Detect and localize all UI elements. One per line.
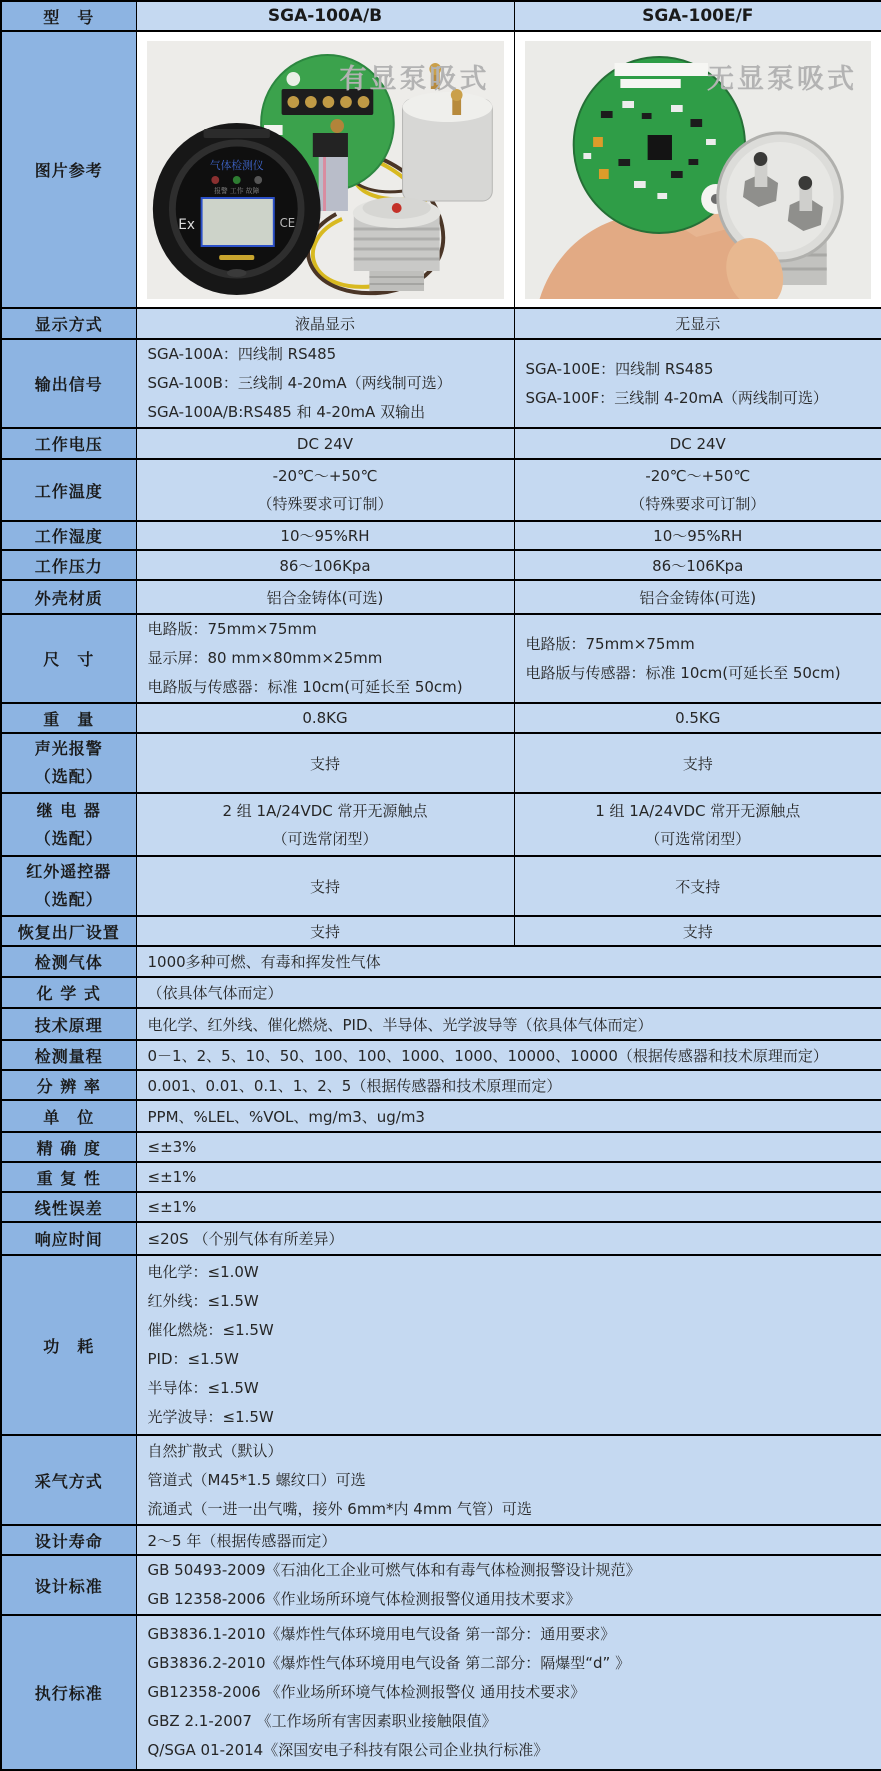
factory-reset-label: 恢复出厂设置 xyxy=(1,916,136,946)
lifetime-value: 2～5 年（根据传感器而定） xyxy=(136,1525,881,1555)
resolution-label: 分 辨 率 xyxy=(1,1070,136,1100)
size-a: 电路版：75mm×75mm 显示屏：80 mm×80mm×25mm 电路版与传感器：标准 10cm(可延长至 50cm) xyxy=(136,614,514,703)
factory-reset-a: 支持 xyxy=(136,916,514,946)
unit-label: 单 位 xyxy=(1,1100,136,1132)
header-row xyxy=(1,1,881,31)
range-value: 0－1、2、5、10、50、100、100、1000、1000、10000、10000（根据传感器和技术原理而定） xyxy=(136,1040,881,1070)
photo-cell-left xyxy=(136,31,514,308)
temperature-b: -20℃～+50℃ （特殊要求可订制） xyxy=(514,459,881,521)
factory-reset-b: 支持 xyxy=(514,916,881,946)
watermark-right: 无显泵吸式 xyxy=(707,63,857,95)
row-temperature xyxy=(1,459,881,521)
row-exec-standard xyxy=(1,1615,881,1770)
exec-standard-value: GB3836.1-2010《爆炸性气体环境用电气设备 第一部分：通用要求》 GB3836.2-2010《爆炸性气体环境用电气设备 第二部分：隔爆型“d” 》 GB12358-2006 《作业场所环境气体检测报警仪 通用技术要求》 GBZ 2.1-2007 《工作场所有害因素职业接触限值》 Q/SGA 01-2014《深国安电子科技有限公司企业执行标准》 xyxy=(136,1615,881,1770)
shell-a: 铝合金铸体(可选) xyxy=(136,580,514,614)
row-lifetime xyxy=(1,1525,881,1555)
row-humidity xyxy=(1,521,881,550)
humidity-b: 10～95%RH xyxy=(514,521,881,550)
row-remote xyxy=(1,856,881,916)
voltage-b: DC 24V xyxy=(514,428,881,459)
relay-b: 1 组 1A/24VDC 常开无源触点 （可选常闭型） xyxy=(514,793,881,856)
row-display-mode xyxy=(1,308,881,339)
formula-label: 化 学 式 xyxy=(1,977,136,1008)
power-label: 功 耗 xyxy=(1,1255,136,1435)
range-label: 检测量程 xyxy=(1,1040,136,1070)
row-alarm xyxy=(1,733,881,793)
response-time-value: ≤20S （个别气体有所差异） xyxy=(136,1222,881,1255)
pressure-label: 工作压力 xyxy=(1,550,136,580)
linearity-label: 线性误差 xyxy=(1,1192,136,1222)
row-principle xyxy=(1,1008,881,1040)
row-gases xyxy=(1,946,881,977)
temperature-a: -20℃～+50℃ （特殊要求可订制） xyxy=(136,459,514,521)
unit-value: PPM、%LEL、%VOL、mg/m3、ug/m3 xyxy=(136,1100,881,1132)
size-label: 尺 寸 xyxy=(1,614,136,703)
row-linearity xyxy=(1,1192,881,1222)
remote-a: 支持 xyxy=(136,856,514,916)
watermark-left: 有显泵吸式 xyxy=(339,63,490,95)
principle-value: 电化学、红外线、催化燃烧、PID、半导体、光学波导等（依具体气体而定） xyxy=(136,1008,881,1040)
row-power xyxy=(1,1255,881,1435)
repeatability-label: 重 复 性 xyxy=(1,1162,136,1192)
photo-row xyxy=(1,31,881,308)
alarm-a: 支持 xyxy=(136,733,514,793)
gauge-title-text: 气体检测仪 xyxy=(209,158,264,172)
gauge-ce-mark: CE xyxy=(279,215,295,230)
display-mode-label: 显示方式 xyxy=(1,308,136,339)
lifetime-label: 设计寿命 xyxy=(1,1525,136,1555)
shell-b: 铝合金铸体(可选) xyxy=(514,580,881,614)
voltage-a: DC 24V xyxy=(136,428,514,459)
model-label: 型 号 xyxy=(1,1,136,31)
relay-label: 继 电 器 （选配） xyxy=(1,793,136,856)
accuracy-label: 精 确 度 xyxy=(1,1132,136,1162)
photo-row-label: 图片参考 xyxy=(1,31,136,308)
voltage-label: 工作电压 xyxy=(1,428,136,459)
pressure-a: 86～106Kpa xyxy=(136,550,514,580)
design-standard-value: GB 50493-2009《石油化工企业可燃气体和有毒气体检测报警设计规范》 GB 12358-2006《作业场所环境气体检测报警仪通用技术要求》 xyxy=(136,1555,881,1615)
display-mode-b: 无显示 xyxy=(514,308,881,339)
gauge-icon xyxy=(152,123,320,295)
row-formula xyxy=(1,977,881,1008)
row-response-time xyxy=(1,1222,881,1255)
row-repeatability xyxy=(1,1162,881,1192)
gases-label: 检测气体 xyxy=(1,946,136,977)
shell-label: 外壳材质 xyxy=(1,580,136,614)
output-signal-a: SGA-100A：四线制 RS485 SGA-100B：三线制 4-20mA（两线制可选） SGA-100A/B:RS485 和 4-20mA 双输出 xyxy=(136,339,514,428)
row-relay xyxy=(1,793,881,856)
accuracy-value: ≤±3% xyxy=(136,1132,881,1162)
gases-value: 1000多种可燃、有毒和挥发性气体 xyxy=(136,946,881,977)
formula-value: （依具体气体而定） xyxy=(136,977,881,1008)
product-photo-left xyxy=(147,41,504,299)
design-standard-label: 设计标准 xyxy=(1,1555,136,1615)
relay-a: 2 组 1A/24VDC 常开无源触点 （可选常闭型） xyxy=(136,793,514,856)
row-pressure xyxy=(1,550,881,580)
row-sampling xyxy=(1,1435,881,1525)
weight-label: 重 量 xyxy=(1,703,136,733)
response-time-label: 响应时间 xyxy=(1,1222,136,1255)
row-range xyxy=(1,1040,881,1070)
gauge-led-labels: 报警 工作 故障 xyxy=(213,186,259,195)
row-shell xyxy=(1,580,881,614)
remote-b: 不支持 xyxy=(514,856,881,916)
humidity-a: 10～95%RH xyxy=(136,521,514,550)
repeatability-value: ≤±1% xyxy=(136,1162,881,1192)
linearity-value: ≤±1% xyxy=(136,1192,881,1222)
weight-a: 0.8KG xyxy=(136,703,514,733)
output-signal-label: 输出信号 xyxy=(1,339,136,428)
gauge-ex-mark: Ex xyxy=(177,216,195,233)
row-design-standard xyxy=(1,1555,881,1615)
weight-b: 0.5KG xyxy=(514,703,881,733)
display-mode-a: 液晶显示 xyxy=(136,308,514,339)
remote-label: 红外遥控器 （选配） xyxy=(1,856,136,916)
product-photo-right xyxy=(525,41,872,299)
sampling-label: 采气方式 xyxy=(1,1435,136,1525)
model-name-b: SGA-100E/F xyxy=(514,1,881,31)
humidity-label: 工作湿度 xyxy=(1,521,136,550)
pressure-b: 86～106Kpa xyxy=(514,550,881,580)
temperature-label: 工作温度 xyxy=(1,459,136,521)
sampling-value: 自然扩散式（默认） 管道式（M45*1.5 螺纹口）可选 流通式（一进一出气嘴，接外 6mm*内 4mm 气管）可选 xyxy=(136,1435,881,1525)
resolution-value: 0.001、0.01、0.1、1、2、5（根据传感器和技术原理而定） xyxy=(136,1070,881,1100)
row-factory-reset xyxy=(1,916,881,946)
row-size xyxy=(1,614,881,703)
row-voltage xyxy=(1,428,881,459)
exec-standard-label: 执行标准 xyxy=(1,1615,136,1770)
row-accuracy xyxy=(1,1132,881,1162)
photo-cell-right xyxy=(514,31,881,308)
alarm-b: 支持 xyxy=(514,733,881,793)
row-output-signal xyxy=(1,339,881,428)
power-value: 电化学：≤1.0W 红外线：≤1.5W 催化燃烧：≤1.5W PID：≤1.5W 半导体：≤1.5W 光学波导：≤1.5W xyxy=(136,1255,881,1435)
principle-label: 技术原理 xyxy=(1,1008,136,1040)
row-unit xyxy=(1,1100,881,1132)
model-name-a: SGA-100A/B xyxy=(136,1,514,31)
row-resolution xyxy=(1,1070,881,1100)
alarm-label: 声光报警 （选配） xyxy=(1,733,136,793)
output-signal-b: SGA-100E：四线制 RS485 SGA-100F：三线制 4-20mA（两线制可选） xyxy=(514,339,881,428)
row-weight xyxy=(1,703,881,733)
size-b: 电路版：75mm×75mm 电路版与传感器：标准 10cm(可延长至 50cm) xyxy=(514,614,881,703)
